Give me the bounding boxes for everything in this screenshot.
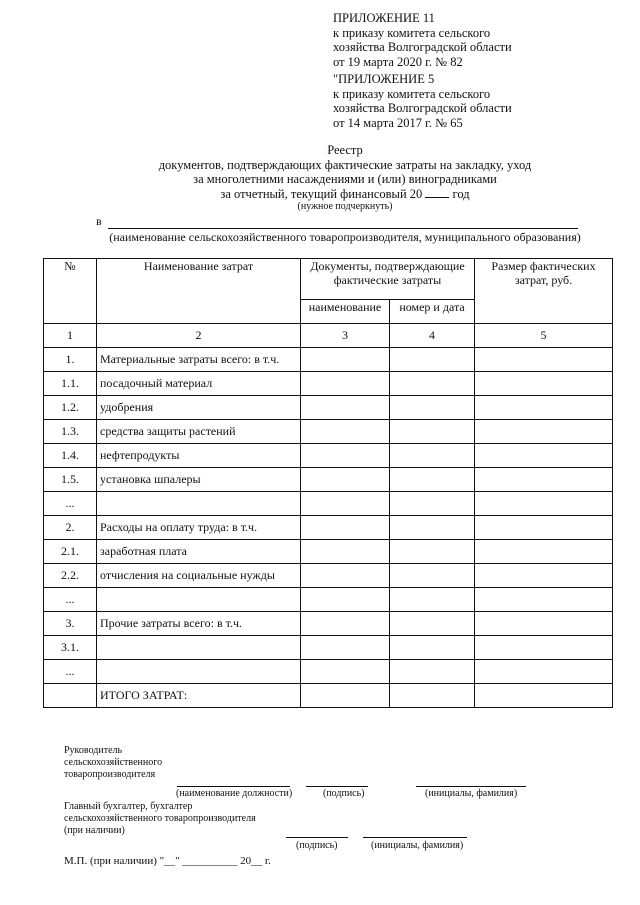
doc-name-cell[interactable] <box>301 588 390 612</box>
row-number: ... <box>44 492 97 516</box>
amount-cell[interactable] <box>475 468 613 492</box>
doc-number-cell[interactable] <box>390 420 475 444</box>
table-row <box>44 420 613 444</box>
title-line: за многолетними насаждениями и (или) виноградниками <box>193 172 497 187</box>
total-label: ИТОГО ЗАТРАТ: <box>97 684 301 708</box>
doc-name-cell[interactable] <box>301 468 390 492</box>
doc-number-cell[interactable] <box>390 540 475 564</box>
appendix-11-line: ПРИЛОЖЕНИЕ 11 <box>333 11 435 25</box>
table-row <box>44 444 613 468</box>
row-cost-name: средства защиты растений <box>97 420 301 444</box>
table-row <box>44 660 613 684</box>
seal-date-line: М.П. (при наличии) "__" __________ 20__ г. <box>64 855 271 867</box>
row-cost-name: Материальные затраты всего: в т.ч. <box>97 348 301 372</box>
doc-number-cell[interactable] <box>390 372 475 396</box>
signature-caption-2: (подпись) <box>296 840 338 851</box>
doc-number-cell[interactable] <box>390 660 475 684</box>
head-label-line: сельскохозяйственного <box>64 757 163 768</box>
table-row <box>44 396 613 420</box>
table-row <box>44 348 613 372</box>
title-year-prefix: за отчетный, текущий финансовый 20 <box>220 186 423 201</box>
row-cost-name[interactable] <box>97 636 301 660</box>
doc-name-cell[interactable] <box>301 348 390 372</box>
title-year-line <box>100 187 590 202</box>
doc-name-cell[interactable] <box>301 372 390 396</box>
appendix-5-line: "ПРИЛОЖЕНИЕ 5 <box>333 72 435 86</box>
doc-number-cell[interactable] <box>390 468 475 492</box>
row-number: ... <box>44 660 97 684</box>
column-number: 2 <box>97 324 301 348</box>
title-year-suffix: год <box>452 186 470 201</box>
doc-name-cell[interactable] <box>301 612 390 636</box>
doc-number-cell[interactable] <box>390 396 475 420</box>
doc-name-cell[interactable] <box>301 516 390 540</box>
table-row <box>44 468 613 492</box>
row-cost-name[interactable] <box>97 588 301 612</box>
appendix-5-line: от 14 марта 2017 г. № 65 <box>333 115 463 130</box>
row-number: 1. <box>44 348 97 372</box>
amount-cell[interactable] <box>475 660 613 684</box>
column-number: 1 <box>44 324 97 348</box>
doc-number-cell[interactable] <box>390 348 475 372</box>
doc-number-cell[interactable] <box>390 636 475 660</box>
column-number: 5 <box>475 324 613 348</box>
amount-cell[interactable] <box>475 684 613 708</box>
position-blank-line[interactable] <box>177 786 290 787</box>
doc-number-cell[interactable] <box>390 684 475 708</box>
doc-name-cell[interactable] <box>301 636 390 660</box>
table-row <box>44 372 613 396</box>
signature-blank-line-2[interactable] <box>286 837 348 838</box>
accountant-label-line: (при наличии) <box>64 825 125 836</box>
amount-cell[interactable] <box>475 516 613 540</box>
row-number: 2.1. <box>44 540 97 564</box>
amount-cell[interactable] <box>475 420 613 444</box>
row-cost-name[interactable] <box>97 660 301 684</box>
head-label-line: Руководитель <box>64 745 123 756</box>
amount-cell[interactable] <box>475 492 613 516</box>
doc-number-cell[interactable] <box>390 444 475 468</box>
head-label-line: товаропроизводителя <box>64 769 156 780</box>
doc-number-cell[interactable] <box>390 516 475 540</box>
row-cost-name: Прочие затраты всего: в т.ч. <box>97 612 301 636</box>
header-doc-name: наименование <box>301 300 390 324</box>
accountant-label-line: сельскохозяйственного товаропроизводителя <box>64 813 256 824</box>
row-number: ... <box>44 588 97 612</box>
table-row <box>44 564 613 588</box>
doc-number-cell[interactable] <box>390 564 475 588</box>
appendix-11-line: к приказу комитета сельского <box>333 25 491 40</box>
table-row <box>44 492 613 516</box>
column-number: 3 <box>301 324 390 348</box>
amount-cell[interactable] <box>475 396 613 420</box>
header-row <box>44 259 613 300</box>
title-line: Реестр <box>327 143 363 157</box>
row-number: 1.4. <box>44 444 97 468</box>
doc-name-cell[interactable] <box>301 660 390 684</box>
amount-cell[interactable] <box>475 612 613 636</box>
amount-cell[interactable] <box>475 588 613 612</box>
header-documents: Документы, подтверждающие фактические затраты <box>301 259 475 300</box>
amount-cell[interactable] <box>475 444 613 468</box>
row-number: 2. <box>44 516 97 540</box>
doc-number-cell[interactable] <box>390 492 475 516</box>
column-number-row <box>44 324 613 348</box>
row-cost-name: установка шпалеры <box>97 468 301 492</box>
signature-blank-line[interactable] <box>306 786 368 787</box>
table-row <box>44 540 613 564</box>
row-number: 1.2. <box>44 396 97 420</box>
row-cost-name[interactable] <box>97 492 301 516</box>
row-number: 3.1. <box>44 636 97 660</box>
doc-number-cell[interactable] <box>390 588 475 612</box>
doc-name-cell[interactable] <box>301 684 390 708</box>
amount-cell[interactable] <box>475 636 613 660</box>
title-line: документов, подтверждающих фактические затраты на закладку, уход <box>158 157 532 172</box>
row-number: 2.2. <box>44 564 97 588</box>
row-cost-name: посадочный материал <box>97 372 301 396</box>
doc-name-cell[interactable] <box>301 492 390 516</box>
row-number: 1.3. <box>44 420 97 444</box>
in-prefix: в <box>96 214 102 228</box>
appendix-11-line: хозяйства Волгоградской области <box>333 40 512 55</box>
row-cost-name: удобрения <box>97 396 301 420</box>
initials-caption: (инициалы, фамилия) <box>425 788 518 799</box>
appendix-5-line: хозяйства Волгоградской области <box>333 101 512 116</box>
amount-cell[interactable] <box>475 372 613 396</box>
total-row <box>44 684 613 708</box>
producer-caption: (наименование сельскохозяйственного товаропроизводителя, муниципального образования) <box>109 230 581 244</box>
appendix-5-line: к приказу комитета сельского <box>333 86 491 101</box>
doc-name-cell[interactable] <box>301 564 390 588</box>
amount-cell[interactable] <box>475 564 613 588</box>
row-number <box>44 684 97 708</box>
amount-cell[interactable] <box>475 540 613 564</box>
year-blank[interactable] <box>425 187 449 198</box>
table-row <box>44 588 613 612</box>
initials-blank-line-2[interactable] <box>363 837 467 838</box>
appendix-11-line: от 19 марта 2020 г. № 82 <box>333 54 463 69</box>
row-number: 1.1. <box>44 372 97 396</box>
table-row <box>44 636 613 660</box>
producer-blank-line[interactable] <box>108 228 578 229</box>
register-title <box>100 143 590 213</box>
row-number: 1.5. <box>44 468 97 492</box>
header-amount: Размер фактических затрат, руб. <box>475 259 613 324</box>
header-num: № <box>44 259 97 324</box>
row-cost-name: Расходы на оплату труда: в т.ч. <box>97 516 301 540</box>
row-cost-name: нефтепродукты <box>97 444 301 468</box>
doc-name-cell[interactable] <box>301 540 390 564</box>
doc-name-cell[interactable] <box>301 444 390 468</box>
accountant-label-line: Главный бухгалтер, бухгалтер <box>64 801 193 812</box>
row-cost-name: заработная плата <box>97 540 301 564</box>
table-row <box>44 516 613 540</box>
table-row <box>44 612 613 636</box>
header-cost-name: Наименование затрат <box>97 259 301 324</box>
doc-name-cell[interactable] <box>301 420 390 444</box>
header-doc-number: номер и дата <box>390 300 475 324</box>
initials-blank-line[interactable] <box>416 786 526 787</box>
doc-number-cell[interactable] <box>390 612 475 636</box>
doc-name-cell[interactable] <box>301 396 390 420</box>
appendix-11-header <box>333 11 512 69</box>
position-caption: (наименование должности) <box>176 788 293 799</box>
signature-caption: (подпись) <box>323 788 365 799</box>
appendix-5-header <box>333 72 512 130</box>
costs-register-table <box>43 258 613 708</box>
initials-caption-2: (инициалы, фамилия) <box>371 840 464 851</box>
row-cost-name: отчисления на социальные нужды <box>97 564 301 588</box>
amount-cell[interactable] <box>475 348 613 372</box>
row-number: 3. <box>44 612 97 636</box>
underline-note: (нужное подчеркнуть) <box>297 201 393 213</box>
accountant-signature-label <box>64 801 256 837</box>
column-number: 4 <box>390 324 475 348</box>
head-signature-label <box>64 745 162 781</box>
